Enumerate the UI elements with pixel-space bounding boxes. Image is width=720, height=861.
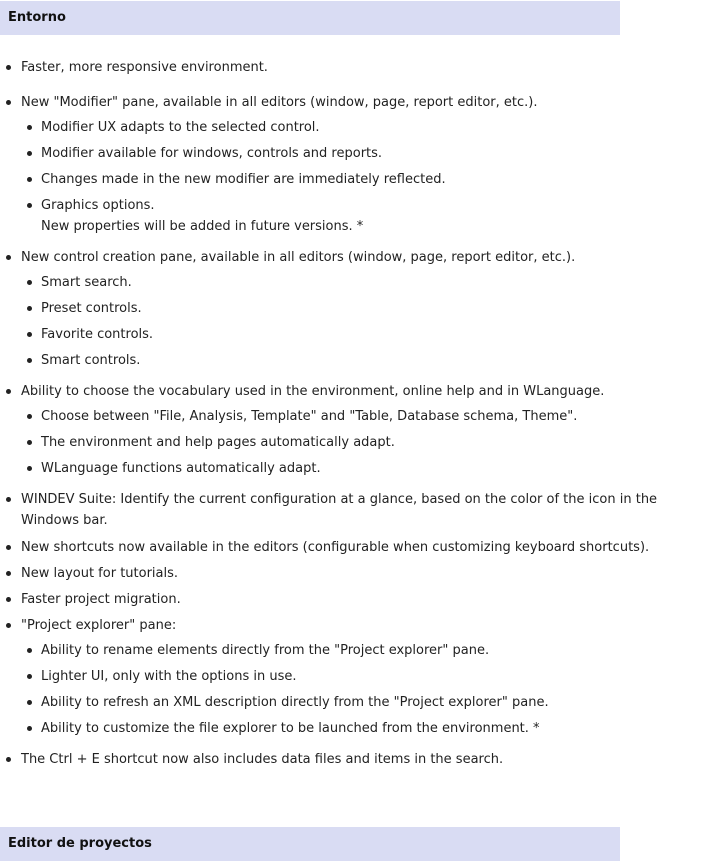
bullet-icon	[27, 466, 32, 471]
sub-list	[21, 272, 700, 371]
bullet-icon	[6, 757, 11, 762]
bullet-icon	[6, 571, 11, 576]
section-title: Entorno	[8, 10, 66, 25]
bullet-icon	[6, 497, 11, 502]
list-item: Modifier available for windows, controls and reports.	[21, 143, 700, 164]
bullet-icon	[27, 280, 32, 285]
bullet-icon	[27, 440, 32, 445]
bullet-icon	[6, 100, 11, 105]
list-item: Ability to customize the file explorer to be launched from the environment. *	[21, 718, 700, 739]
list-item: New shortcuts now available in the editors (configurable when customizing keyboard shortcuts).	[0, 537, 700, 558]
list-item: Ability to refresh an XML description directly from the "Project explorer" pane.	[21, 692, 700, 713]
list-item: Graphics options. New properties will be added in future versions. *	[21, 195, 700, 237]
bullet-icon	[27, 726, 32, 731]
bullet-icon	[6, 545, 11, 550]
list-item: WINDEV Suite: Identify the current configuration at a glance, based on the color of the icon in the Windows bar.	[0, 489, 700, 531]
bullet-icon	[27, 648, 32, 653]
list-item: Faster, more responsive environment.	[0, 57, 700, 78]
list-item: The Ctrl + E shortcut now also includes data files and items in the search.	[0, 749, 700, 770]
list-item: New layout for tutorials.	[0, 563, 700, 584]
bullet-icon	[27, 151, 32, 156]
list-item: Smart search.	[21, 272, 700, 293]
list-item: Ability to choose the vocabulary used in the environment, online help and in WLanguage. Choose between "File, Analysis, Template" and "Table, Database schema, Theme". The environment and help pages automatically adapt. WLanguage functions automatically adapt.	[0, 381, 700, 479]
sub-list	[21, 406, 700, 479]
bullet-icon	[27, 674, 32, 679]
list-item: Faster project migration.	[0, 589, 700, 610]
section-title: Editor de proyectos	[8, 836, 152, 851]
sub-list	[21, 117, 700, 237]
sub-list	[21, 640, 700, 739]
list-item: Lighter UI, only with the options in use.	[21, 666, 700, 687]
bullet-icon	[27, 700, 32, 705]
list-item: New control creation pane, available in all editors (window, page, report editor, etc.). Smart search. Preset controls. Favorite controls. Smart controls.	[0, 247, 700, 371]
list-item: Smart controls.	[21, 350, 700, 371]
bullet-icon	[27, 414, 32, 419]
section-header-editor-de-proyectos	[0, 827, 620, 861]
list-item: Favorite controls.	[21, 324, 700, 345]
feature-list	[0, 46, 700, 770]
list-item: Preset controls.	[21, 298, 700, 319]
list-item: Choose between "File, Analysis, Template" and "Table, Database schema, Theme".	[21, 406, 700, 427]
bullet-icon	[27, 306, 32, 311]
bullet-icon	[6, 597, 11, 602]
bullet-icon	[6, 65, 11, 70]
list-item: WLanguage functions automatically adapt.	[21, 458, 700, 479]
list-item: Changes made in the new modifier are immediately reflected.	[21, 169, 700, 190]
bullet-icon	[27, 125, 32, 130]
list-item: The environment and help pages automatically adapt.	[21, 432, 700, 453]
section-header-entorno	[0, 1, 620, 35]
bullet-icon	[6, 389, 11, 394]
list-item: New "Modifier" pane, available in all editors (window, page, report editor, etc.). Modifier UX adapts to the selected control. Modifier available for windows, controls and reports. Changes made in the new modifier are immediately reflected. Graphics options. New properties will be added in future versions. *	[0, 92, 700, 237]
bullet-icon	[27, 177, 32, 182]
list-item: "Project explorer" pane: Ability to rename elements directly from the "Project explorer" pane. Lighter UI, only with the options in use. Ability to refresh an XML description directly from the "Project explorer" pane. Ability to customize the file explorer to be launched from the environment. *	[0, 615, 700, 739]
list-item: Modifier UX adapts to the selected control.	[21, 117, 700, 138]
bullet-icon	[6, 255, 11, 260]
list-item: Ability to rename elements directly from the "Project explorer" pane.	[21, 640, 700, 661]
bullet-icon	[27, 332, 32, 337]
bullet-icon	[27, 358, 32, 363]
bullet-icon	[6, 623, 11, 628]
bullet-icon	[27, 203, 32, 208]
